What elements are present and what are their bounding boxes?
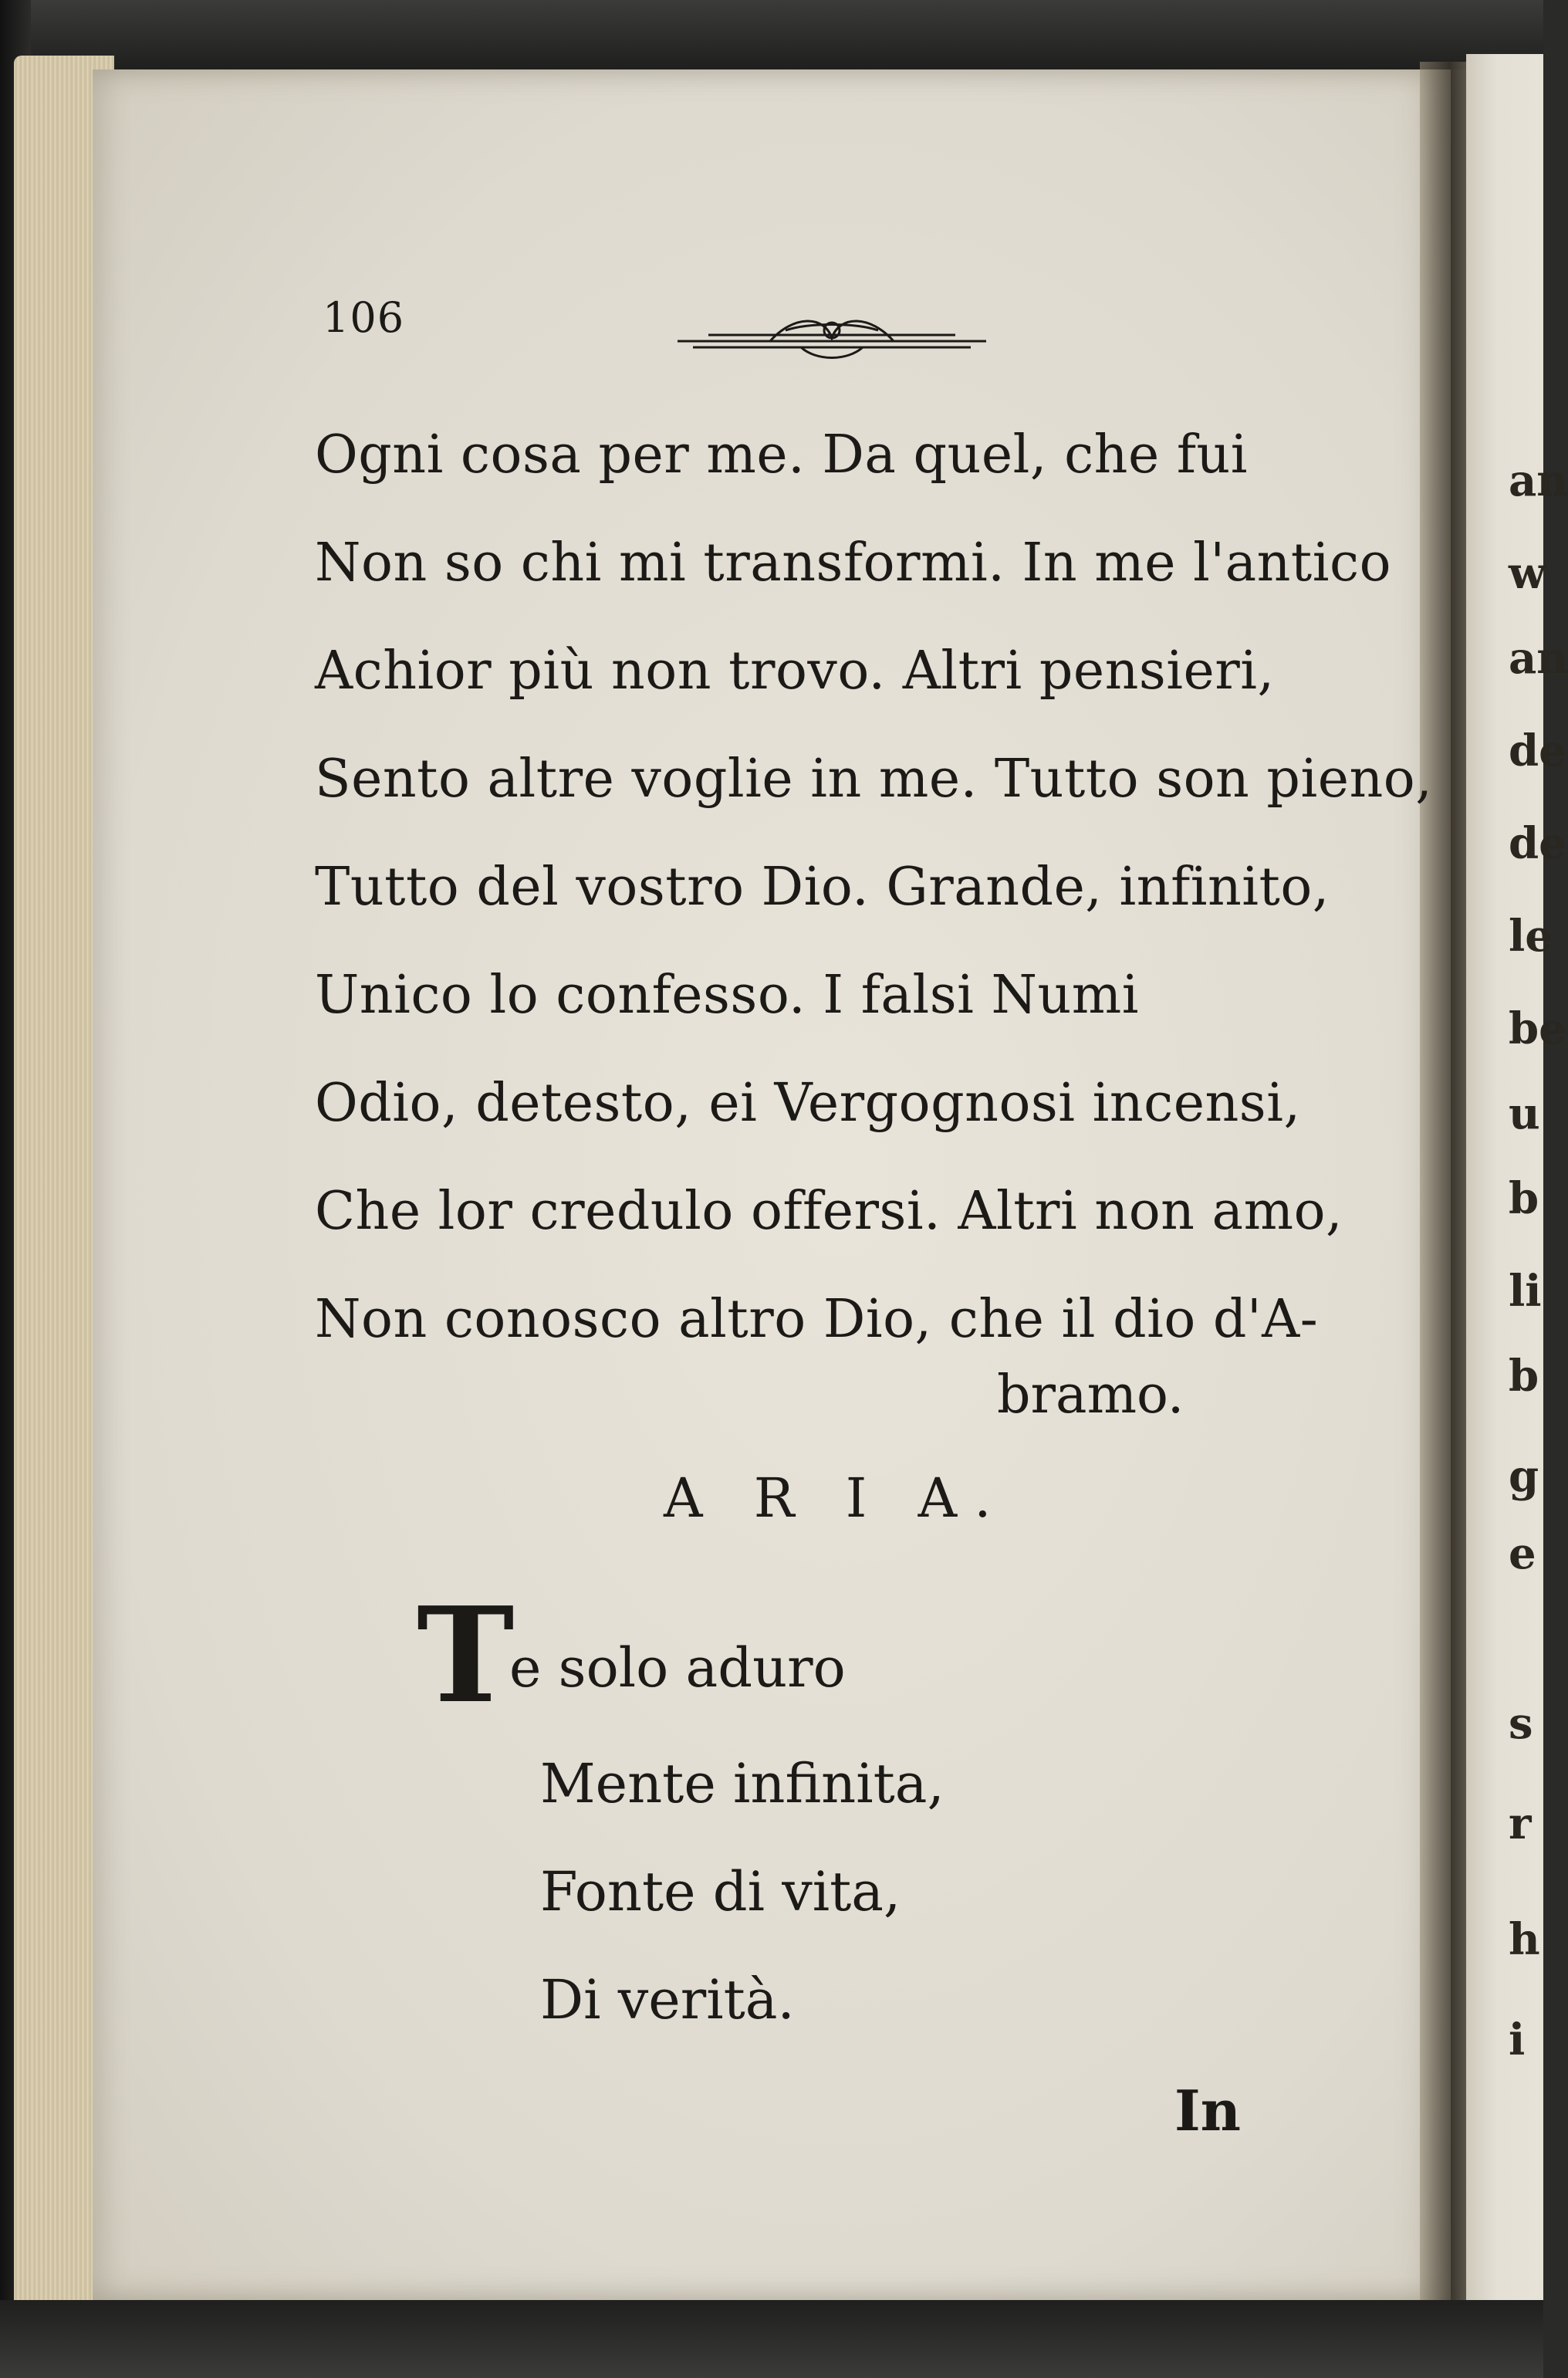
facing-page-letter: b [1509, 1173, 1539, 1224]
facing-page-letter: s [1509, 1698, 1533, 1749]
verse-continuation: bramo. [997, 1365, 1184, 1426]
facing-page-letter: r [1509, 1798, 1532, 1849]
background-top [0, 0, 1543, 69]
drop-cap: T [417, 1578, 515, 1733]
facing-page-letter: u [1509, 1088, 1540, 1139]
catchword: In [1174, 2078, 1242, 2143]
verse-line: Non conosco altro Dio, che il dio d'A- [315, 1289, 1319, 1350]
aria-line: e solo aduro [509, 1636, 846, 1700]
aria-heading: A R I A. [664, 1466, 1009, 1530]
facing-page-letter: b [1509, 1351, 1539, 1402]
facing-page-letter: h [1509, 1914, 1540, 1965]
facing-page-letter: g [1509, 1451, 1539, 1502]
verse-line: Che lor credulo offersi. Altri non amo, [315, 1181, 1343, 1242]
verse-line: Tutto del vostro Dio. Grande, infinito, [315, 857, 1330, 918]
aria-line: Fonte di vita, [540, 1860, 901, 1923]
facing-page-letter: an [1509, 633, 1568, 684]
verse-line: Odio, detesto, ei Vergognosi incensi, [315, 1073, 1301, 1134]
facing-page-letter: de [1509, 818, 1566, 869]
facing-page-letter: e [1509, 1528, 1536, 1579]
facing-page-letter: an [1509, 455, 1568, 506]
verse-line: Unico lo confesso. I falsi Numi [315, 965, 1140, 1026]
aria-line: Mente infinita, [540, 1752, 945, 1815]
facing-page-letter: be [1509, 1003, 1566, 1054]
facing-page-letter: le [1509, 911, 1553, 962]
verse-line: Achior più non trovo. Altri pensieri, [315, 641, 1275, 702]
page-number: 106 [323, 293, 405, 342]
facing-page-letter: de [1509, 726, 1566, 776]
printer-ornament-icon [678, 307, 986, 369]
aria-line: Di verità. [540, 1968, 795, 2031]
facing-page-letter: w [1509, 548, 1546, 599]
verse-line: Ogni cosa per me. Da quel, che fui [315, 425, 1249, 485]
facing-page-letter: i [1509, 2014, 1526, 2065]
verse-line: Non so chi mi transformi. In me l'antico [315, 533, 1392, 594]
verse-line: Sento altre voglie in me. Tutto son pieno, [315, 749, 1433, 810]
facing-page-letter: li [1509, 1266, 1542, 1317]
background-bottom [0, 2300, 1543, 2378]
